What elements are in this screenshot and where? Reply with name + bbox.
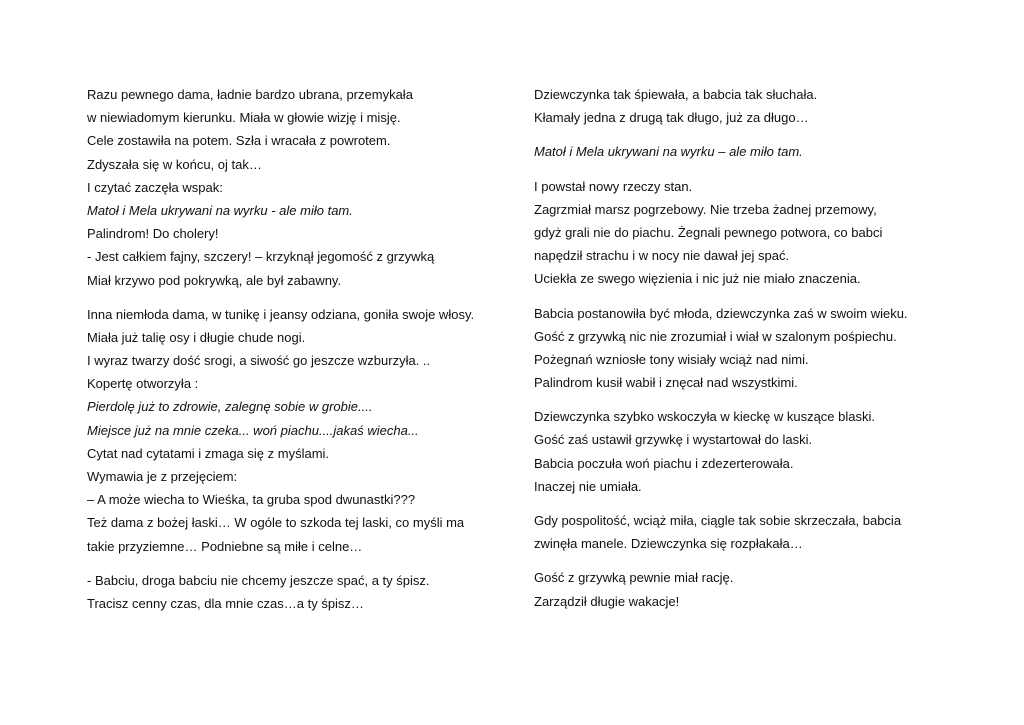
text-line: Zagrzmiał marsz pogrzebowy. Nie trzeba żadnej przemowy, bbox=[534, 201, 877, 217]
text-line: - Jest całkiem fajny, szczery! – krzyknął jegomość z grzywką bbox=[87, 249, 435, 265]
text-line: napędził strachu i w nocy nie dawał jej spać. bbox=[534, 248, 790, 264]
text-line: Cele zostawiła na potem. Szła i wracała z powrotem. bbox=[87, 133, 391, 149]
text-line: Tracisz cenny czas, dla mnie czas…a ty śpisz… bbox=[87, 595, 364, 611]
right-text-column bbox=[534, 83, 954, 624]
text-line: Kłamały jedna z drugą tak długo, już za długo… bbox=[534, 110, 809, 126]
stanza bbox=[534, 83, 954, 129]
text-line: Babcia poczuła woń piachu i zdezerterowała. bbox=[534, 455, 794, 471]
text-line: Też dama z bożej łaski… W ogóle to szkoda tej laski, co myśli ma bbox=[87, 515, 465, 531]
stanza bbox=[534, 509, 954, 555]
text-line: Babcia postanowiła być młoda, dziewczynka zaś w swoim wieku. bbox=[534, 305, 908, 321]
text-line: Gość z grzywką pewnie miał rację. bbox=[534, 570, 734, 586]
text-line: Zarządził długie wakacje! bbox=[534, 593, 680, 609]
text-line: Kopertę otworzyła : bbox=[87, 376, 199, 392]
text-line: Pożegnań wzniosłe tony wisiały wciąż nad nimi. bbox=[534, 351, 809, 367]
text-line: Inna niemłoda dama, w tunikę i jeansy odziana, goniła swoje włosy. bbox=[87, 306, 475, 322]
text-line: takie przyziemne… Podniebne są miłe i celne… bbox=[87, 538, 363, 554]
text-line: I czytać zaczęła wspak: bbox=[87, 179, 223, 195]
text-line: Cytat nad cytatami i zmaga się z myślami. bbox=[87, 445, 330, 461]
text-line: Razu pewnego dama, ładnie bardzo ubrana, przemykała bbox=[87, 87, 413, 102]
stanza bbox=[534, 405, 954, 498]
left-text-column bbox=[87, 83, 507, 626]
text-line: Inaczej nie umiała. bbox=[534, 478, 642, 494]
italic-text-line: Miejsce już na mnie czeka... woń piachu....jakaś wiecha... bbox=[87, 422, 419, 438]
text-line: Gość z grzywką nic nie zrozumiał i wiał w szalonym pośpiechu. bbox=[534, 328, 897, 344]
italic-text-line: Pierdolę już to zdrowie, zalegnę sobie w grobie.... bbox=[87, 399, 373, 415]
text-line: w niewiadomym kierunku. Miała w głowie wizję i misję. bbox=[87, 110, 401, 126]
text-line: gdyż grali nie do piachu. Żegnali pewnego potwora, co babci bbox=[534, 224, 883, 240]
italic-text-line: Matoł i Mela ukrywani na wyrku - ale miło tam. bbox=[87, 202, 353, 218]
text-line: Gdy pospolitość, wciąż miła, ciągle tak sobie skrzeczała, babcia bbox=[534, 513, 902, 528]
text-line: Dziewczynka tak śpiewała, a babcia tak słuchała. bbox=[534, 87, 818, 102]
italic-text-line: Matoł i Mela ukrywani na wyrku – ale miło tam. bbox=[534, 144, 803, 160]
text-line: Palindrom kusił wabił i znęcał nad wszystkimi. bbox=[534, 375, 798, 391]
text-line: Zdyszała się w końcu, oj tak… bbox=[87, 156, 262, 172]
text-line: Palindrom! Do cholery! bbox=[87, 226, 219, 242]
text-line: I wyraz twarzy dość srogi, a siwość go jeszcze wzburzyła. .. bbox=[87, 353, 431, 369]
text-line: Dziewczynka szybko wskoczyła w kieckę w kuszące blaski. bbox=[534, 409, 875, 425]
text-line: Gość zaś ustawił grzywkę i wystartował do laski. bbox=[534, 432, 813, 448]
stanza bbox=[534, 140, 954, 163]
text-line: I powstał nowy rzeczy stan. bbox=[534, 178, 693, 194]
text-line: Miał krzywo pod pokrywką, ale był zabawny. bbox=[87, 272, 342, 288]
stanza bbox=[534, 302, 954, 395]
stanza bbox=[87, 569, 507, 615]
text-line: Wymawia je z przejęciem: bbox=[87, 469, 238, 484]
stanza bbox=[534, 566, 954, 612]
text-line: Miała już talię osy i długie chude nogi. bbox=[87, 329, 306, 345]
stanza bbox=[87, 83, 507, 292]
stanza bbox=[87, 303, 507, 558]
text-line: – A może wiecha to Wieśka, ta gruba spod dwunastki??? bbox=[87, 492, 416, 508]
text-line: zwinęła manele. Dziewczynka się rozpłakała… bbox=[534, 536, 803, 552]
text-line: - Babciu, droga babciu nie chcemy jeszcze spać, a ty śpisz. bbox=[87, 572, 430, 588]
stanza bbox=[534, 175, 954, 291]
text-line: Uciekła ze swego więzienia i nic już nie miało znaczenia. bbox=[534, 271, 861, 287]
